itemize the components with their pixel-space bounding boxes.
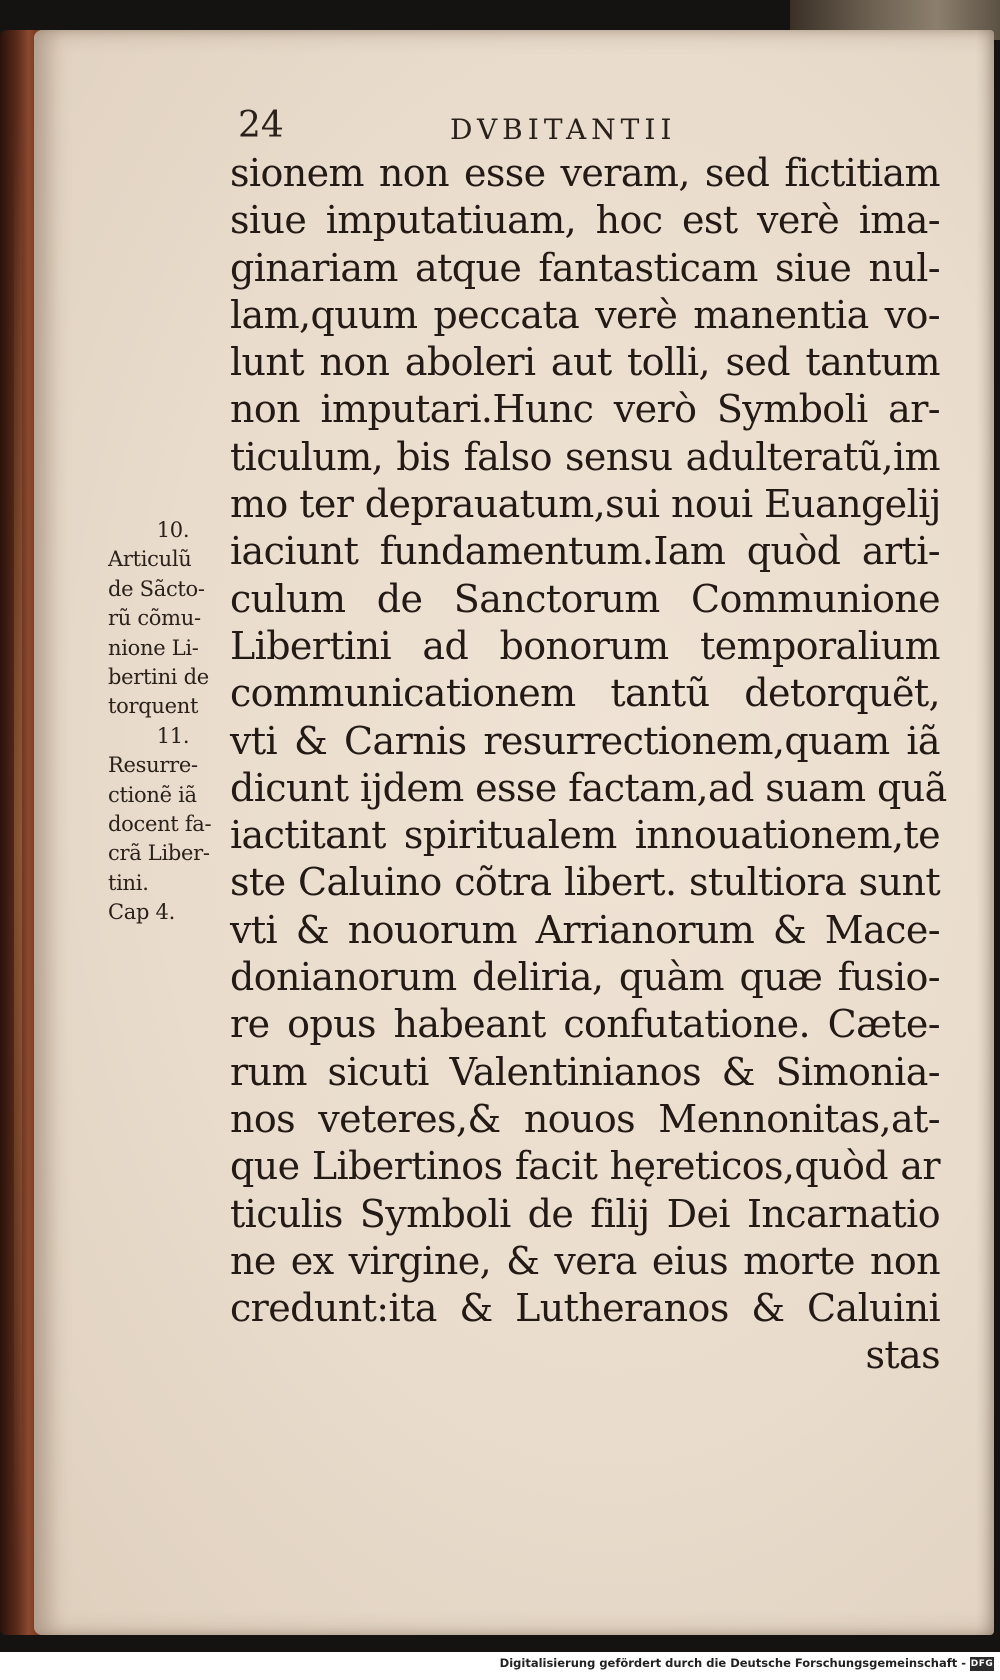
body-text [230,150,947,1380]
text-line: credunt:ita & Lutheranos & Caluini [230,1286,940,1331]
margin-note-line: torquent [108,694,199,719]
text-line: iactitant spiritualem innouationem,te [230,813,940,858]
text-line: re opus habeant confutatione. Cæte- [230,1002,940,1047]
margin-note-line: crã Liber- [108,841,210,866]
catchword: stas [865,1333,940,1378]
page-edge-shadow [976,30,994,1635]
text-line: mo ter deprauatum,sui noui Euangelij [230,482,941,527]
running-head: DVBITANTII [450,113,677,146]
text-line: iaciunt fundamentum.Iam quòd arti- [230,529,940,574]
text-line: vti & Carnis resurrectionem,quam iã [230,718,940,763]
text-line: communicationem tantũ detorquẽt, [230,671,940,716]
text-line: siue imputatiuam, hoc est verè ima- [230,198,940,243]
text-line: sionem non esse veram, sed fictitiam [230,151,940,195]
margin-note-line: Cap 4. [108,900,175,925]
text-line: ste Caluino cõtra libert. stultiora sunt [230,860,940,905]
spine-highlight [14,110,22,1570]
margin-note-line: tini. [108,870,149,895]
margin-note-line: ctionẽ iã [108,782,197,807]
margin-notes [108,516,238,927]
text-line: ne ex virgine, & vera eius morte non [230,1238,940,1283]
text-line: lam,quum peccata verè manentia vo- [230,292,940,337]
text-line: dicunt ijdem esse factam,ad suam quã [230,765,947,810]
text-line: lunt non aboleri aut tolli, sed tantum [230,340,940,385]
margin-note-line: Resurre- [108,753,198,778]
footer-bar [0,1652,1000,1680]
text-line: que Libertinos facit hęreticos,quòd ar [230,1144,940,1189]
margin-note-line: de Sãcto- [108,576,205,601]
margin-note-number: 10. [156,518,190,542]
text-line: rum sicuti Valentinianos & Simonia- [230,1049,940,1094]
text-line: ticulum, bis falso sensu adulteratũ,im [230,434,940,479]
margin-note-line: bertini de [108,664,209,689]
margin-note-line: Articulũ [108,547,192,572]
margin-note-line: nione Li- [108,635,199,660]
text-line: non imputari.Hunc verò Symboli ar- [230,387,940,432]
page-number: 24 [238,105,284,146]
text-line: vti & nouorum Arrianorum & Mace- [230,907,940,952]
dfg-logo: DFG [970,1659,994,1669]
margin-note-number: 11. [156,723,190,748]
funding-credit: Digitalisierung gefördert durch die Deutsche Forschungsgemeinschaft - [499,1656,966,1670]
text-line: donianorum deliria, quàm quæ fusio- [230,955,940,1000]
text-line: Libertini ad bonorum temporalium [230,623,940,668]
text-line: ginariam atque fantasticam siue nul- [230,245,940,290]
text-line: nos veteres,& nouos Mennonitas,at- [230,1096,940,1141]
text-line: culum de Sanctorum Communione [230,576,940,621]
text-line: ticulis Symboli de filij Dei Incarnatio [230,1191,940,1236]
margin-note-line: rũ cõmu- [108,606,201,631]
margin-note-line: docent fa- [108,811,212,836]
